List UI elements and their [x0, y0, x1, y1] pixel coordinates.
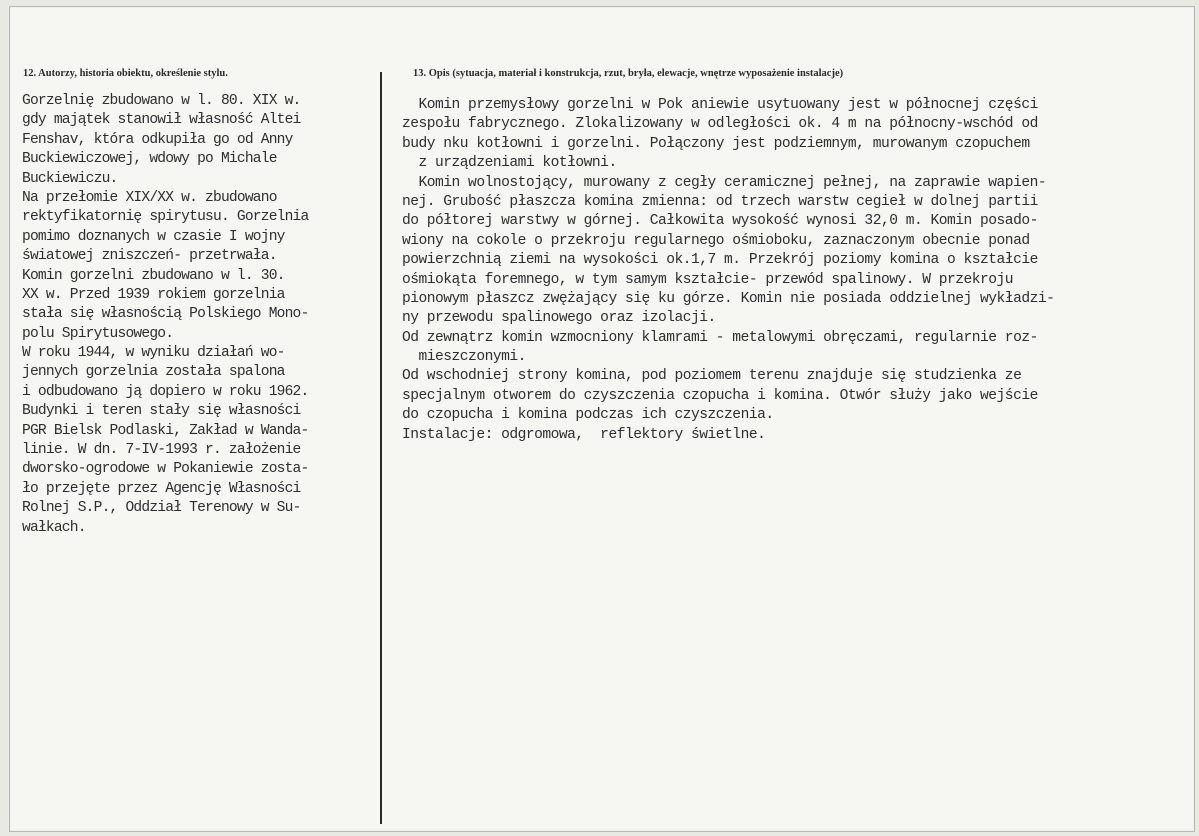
- text-line: budy nku kotłowni i gorzelni. Połączony jest podziemnym, murowanym czopuchem: [402, 135, 1030, 152]
- text-line: specjalnym otworem do czyszczenia czopucha i komina. Otwór służy jako wejście: [402, 387, 1038, 404]
- text-line: do czopucha i komina podczas ich czyszczenia.: [402, 407, 774, 424]
- text-line: rektyfikatornię spirytusu. Gorzelnia: [22, 209, 309, 226]
- text-line: linie. W dn. 7-IV-1993 r. założenie: [22, 442, 301, 459]
- text-line: wałkach.: [22, 519, 86, 536]
- text-line: XX w. Przed 1939 rokiem gorzelnia: [22, 286, 285, 303]
- text-line: ośmiokąta foremnego, w tym samym kształcie- przewód spalinowy. W przekroju: [402, 271, 1014, 288]
- text-line: i odbudowano ją dopiero w roku 1962.: [22, 383, 309, 400]
- text-line: stała się własnością Polskiego Mono-: [22, 306, 309, 323]
- column-divider: [380, 72, 382, 824]
- text-line: Buckiewiczu.: [22, 170, 118, 187]
- text-line: gdy majątek stanowił własność Altei: [22, 112, 301, 129]
- text-line: Rolnej S.P., Oddział Terenowy w Su-: [22, 500, 301, 517]
- text-line: Komin gorzelni zbudowano w l. 30.: [22, 267, 285, 284]
- text-line: Od wschodniej strony komina, pod poziomem terenu znajduje się studzienka ze: [402, 368, 1022, 385]
- text-line: Budynki i teren stały się własności: [22, 403, 301, 420]
- text-line: Na przełomie XIX/XX w. zbudowano: [22, 189, 277, 206]
- text-line: pomimo doznanych w czasie I wojny: [22, 228, 285, 245]
- text-line: Buckiewiczowej, wdowy po Michale: [22, 151, 277, 168]
- text-line: nej. Grubość płaszcza komina zmienna: od trzech warstw cegieł w dolnej partii: [402, 193, 1038, 210]
- text-line: jennych gorzelnia została spalona: [22, 364, 285, 381]
- text-line: W roku 1944, w wyniku działań wo-: [22, 345, 285, 362]
- text-line: PGR Bielsk Podlaski, Zakład w Wanda-: [22, 422, 309, 439]
- text-line: pionowym płaszcz zwężający się ku górze. Komin nie posiada oddzielnej wykładzi-: [402, 290, 1055, 307]
- description-text-block: [402, 96, 1054, 445]
- text-line: polu Spirytusowego.: [22, 325, 174, 342]
- text-line: Instalacje: odgromowa, reflektory świetlne.: [402, 426, 766, 443]
- text-line: dworsko-ogrodowe w Pokaniewie zosta-: [22, 461, 309, 478]
- text-line: powierzchnią ziemi na wysokości ok.1,7 m. Przekrój poziomy komina o kształcie: [402, 252, 1038, 269]
- text-line: z urządzeniami kotłowni.: [402, 155, 617, 172]
- text-line: Gorzelnię zbudowano w l. 80. XIX w.: [22, 93, 301, 109]
- text-line: ło przejęte przez Agencję Własności: [22, 480, 301, 497]
- text-line: światowej zniszczeń- przetrwała.: [22, 248, 277, 265]
- text-line: wiony na cokole o przekroju regularnego ośmioboku, zaznaczonym obecnie ponad: [402, 232, 1030, 249]
- text-line: Od zewnątrz komin wzmocniony klamrami - metalowymi obręczami, regularnie roz-: [402, 329, 1038, 346]
- text-line: mieszczonymi.: [402, 349, 526, 366]
- text-line: zespołu fabrycznego. Zlokalizowany w odległości ok. 4 m na północny-wschód od: [402, 116, 1038, 133]
- history-text-block: [22, 92, 308, 538]
- text-line: Komin przemysłowy gorzelni w Pok aniewie usytuowany jest w północnej części: [402, 97, 1038, 113]
- text-line: do półtorej warstwy w górnej. Całkowita wysokość wynosi 32,0 m. Komin posado-: [402, 213, 1038, 230]
- text-line: Komin wolnostojący, murowany z cegły ceramicznej pełnej, na zaprawie wapien-: [402, 174, 1047, 191]
- section-12-heading: 12. Autorzy, historia obiektu, określenie stylu.: [23, 68, 228, 79]
- text-line: ny przewodu spalinowego oraz izolacji.: [402, 310, 716, 327]
- text-line: Fenshav, która odkupiła go od Anny: [22, 131, 293, 148]
- section-13-heading: 13. Opis (sytuacja, materiał i konstrukcja, rzut, bryła, elewacje, wnętrze wyposażenie instalacje): [413, 68, 844, 79]
